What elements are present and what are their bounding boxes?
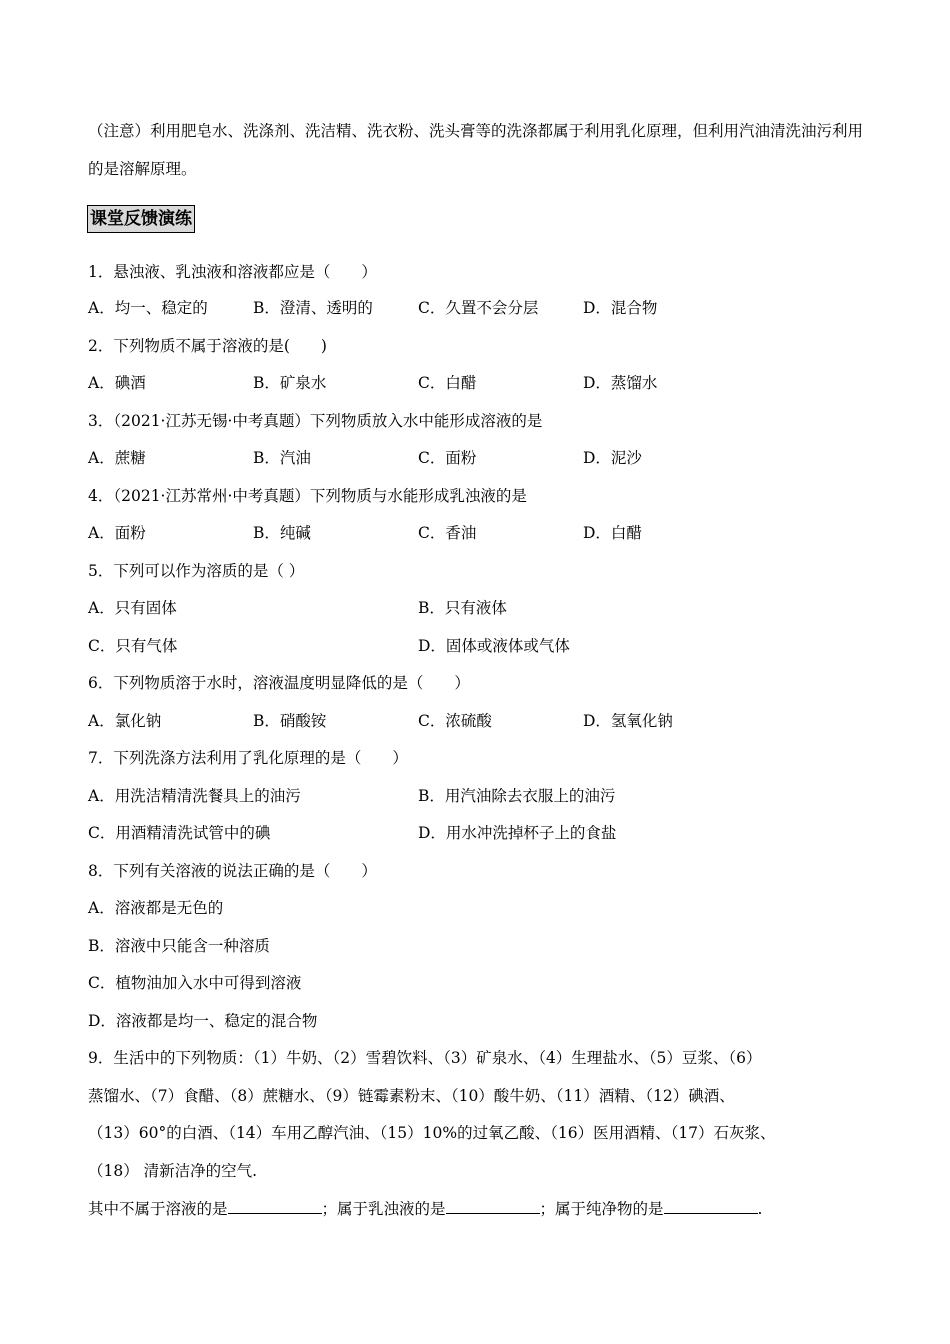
question-7-option-d: D．用水冲洗掉杯子上的食盐 [418,824,617,842]
question-6-option-b: B．硝酸铵 [253,712,327,730]
question-8-option-b: B．溶液中只能含一种溶质 [88,937,270,955]
answer-blank-2[interactable] [446,1199,540,1214]
question-9-line-1: 9．生活中的下列物质：（1）牛奶、（2）雪碧饮料、（3）矿泉水、（4）生理盐水、（5）豆浆、（6） [88,1049,762,1067]
question-7-option-b: B．用汽油除去衣服上的油污 [418,787,616,805]
question-3-stem: 3．（2021·江苏无锡·中考真题）下列物质放入水中能形成溶液的是 [88,412,543,430]
question-3-option-a: A．蔗糖 [88,449,146,467]
question-9-ask-1: 其中不属于溶液的是 [88,1200,228,1218]
question-4-stem: 4．（2021·江苏常州·中考真题）下列物质与水能形成乳浊液的是 [88,487,527,505]
question-8-option-d: D．溶液都是均一、稳定的混合物 [88,1012,318,1030]
question-9-end: . [757,1200,763,1218]
question-7-option-c: C．用酒精清洗试管中的碘 [88,824,271,842]
note-paragraph: （注意）利用肥皂水、洗涤剂、洗洁精、洗衣粉、洗头膏等的洗涤都属于利用乳化原理，但利用汽油清洗油污利用的是溶解原理。 [88,122,864,178]
question-5-option-d: D．固体或液体或气体 [418,637,570,655]
question-7-option-a: A．用洗洁精清洗餐具上的油污 [88,787,301,805]
section-title: 课堂反馈演练 [87,205,195,233]
question-6-option-d: D．氢氧化钠 [583,712,673,730]
question-2-option-a: A．碘酒 [88,374,146,392]
question-2-stem: 2．下列物质不属于溶液的是( ) [88,337,327,355]
question-8-option-a: A．溶液都是无色的 [88,899,224,917]
question-2-option-b: B．矿泉水 [253,374,327,392]
question-9-answer-line [88,1199,762,1219]
question-5-option-b: B．只有液体 [418,599,507,617]
question-7-stem: 7．下列洗涤方法利用了乳化原理的是（ ） [88,749,408,767]
question-5-option-c: C．只有气体 [88,637,178,655]
question-3-option-c: C．面粉 [418,449,477,467]
question-1-option-c: C．久置不会分层 [418,299,539,317]
question-8-stem: 8．下列有关溶液的说法正确的是（ ） [88,862,377,880]
question-2-option-d: D．蒸馏水 [583,374,658,392]
answer-blank-3[interactable] [664,1199,758,1214]
question-9-line-2: 蒸馏水、（7）食醋、（8）蔗糖水、（9）链霉素粉末、（10）酸牛奶、（11）酒精、（12）碘酒、 [88,1087,735,1105]
question-8-option-c: C．植物油加入水中可得到溶液 [88,974,302,992]
question-3-option-b: B．汽油 [253,449,311,467]
question-6-option-c: C．浓硫酸 [418,712,492,730]
question-6-option-a: A．氯化钠 [88,712,162,730]
question-1-option-b: B．澄清、透明的 [253,299,373,317]
question-9-ask-3: ；属于纯净物的是 [539,1200,664,1218]
question-9-line-3: （13）60°的白酒、（14）车用乙醇汽油、（15）10%的过氧乙酸、（16）医用酒精、（17）石灰浆、 [88,1124,776,1142]
answer-blank-1[interactable] [228,1199,322,1214]
question-9-line-4: （18） 清新洁净的空气. [88,1162,258,1180]
question-9-ask-2: ；属于乳浊液的是 [321,1200,446,1218]
question-1-stem: 1．悬浊液、乳浊液和溶液都应是（ ） [88,263,377,281]
question-1-option-d: D．混合物 [583,299,658,317]
question-5-option-a: A．只有固体 [88,599,177,617]
question-4-option-d: D．白醋 [583,524,642,542]
question-2-option-c: C．白醋 [418,374,477,392]
question-4-option-a: A．面粉 [88,524,146,542]
question-1-option-a: A．均一、稳定的 [88,299,208,317]
question-3-option-d: D．泥沙 [583,449,642,467]
question-6-stem: 6．下列物质溶于水时，溶液温度明显降低的是（ ） [88,674,470,692]
question-4-option-c: C．香油 [418,524,477,542]
question-5-stem: 5．下列可以作为溶质的是（ ） [88,562,305,580]
question-4-option-b: B．纯碱 [253,524,311,542]
